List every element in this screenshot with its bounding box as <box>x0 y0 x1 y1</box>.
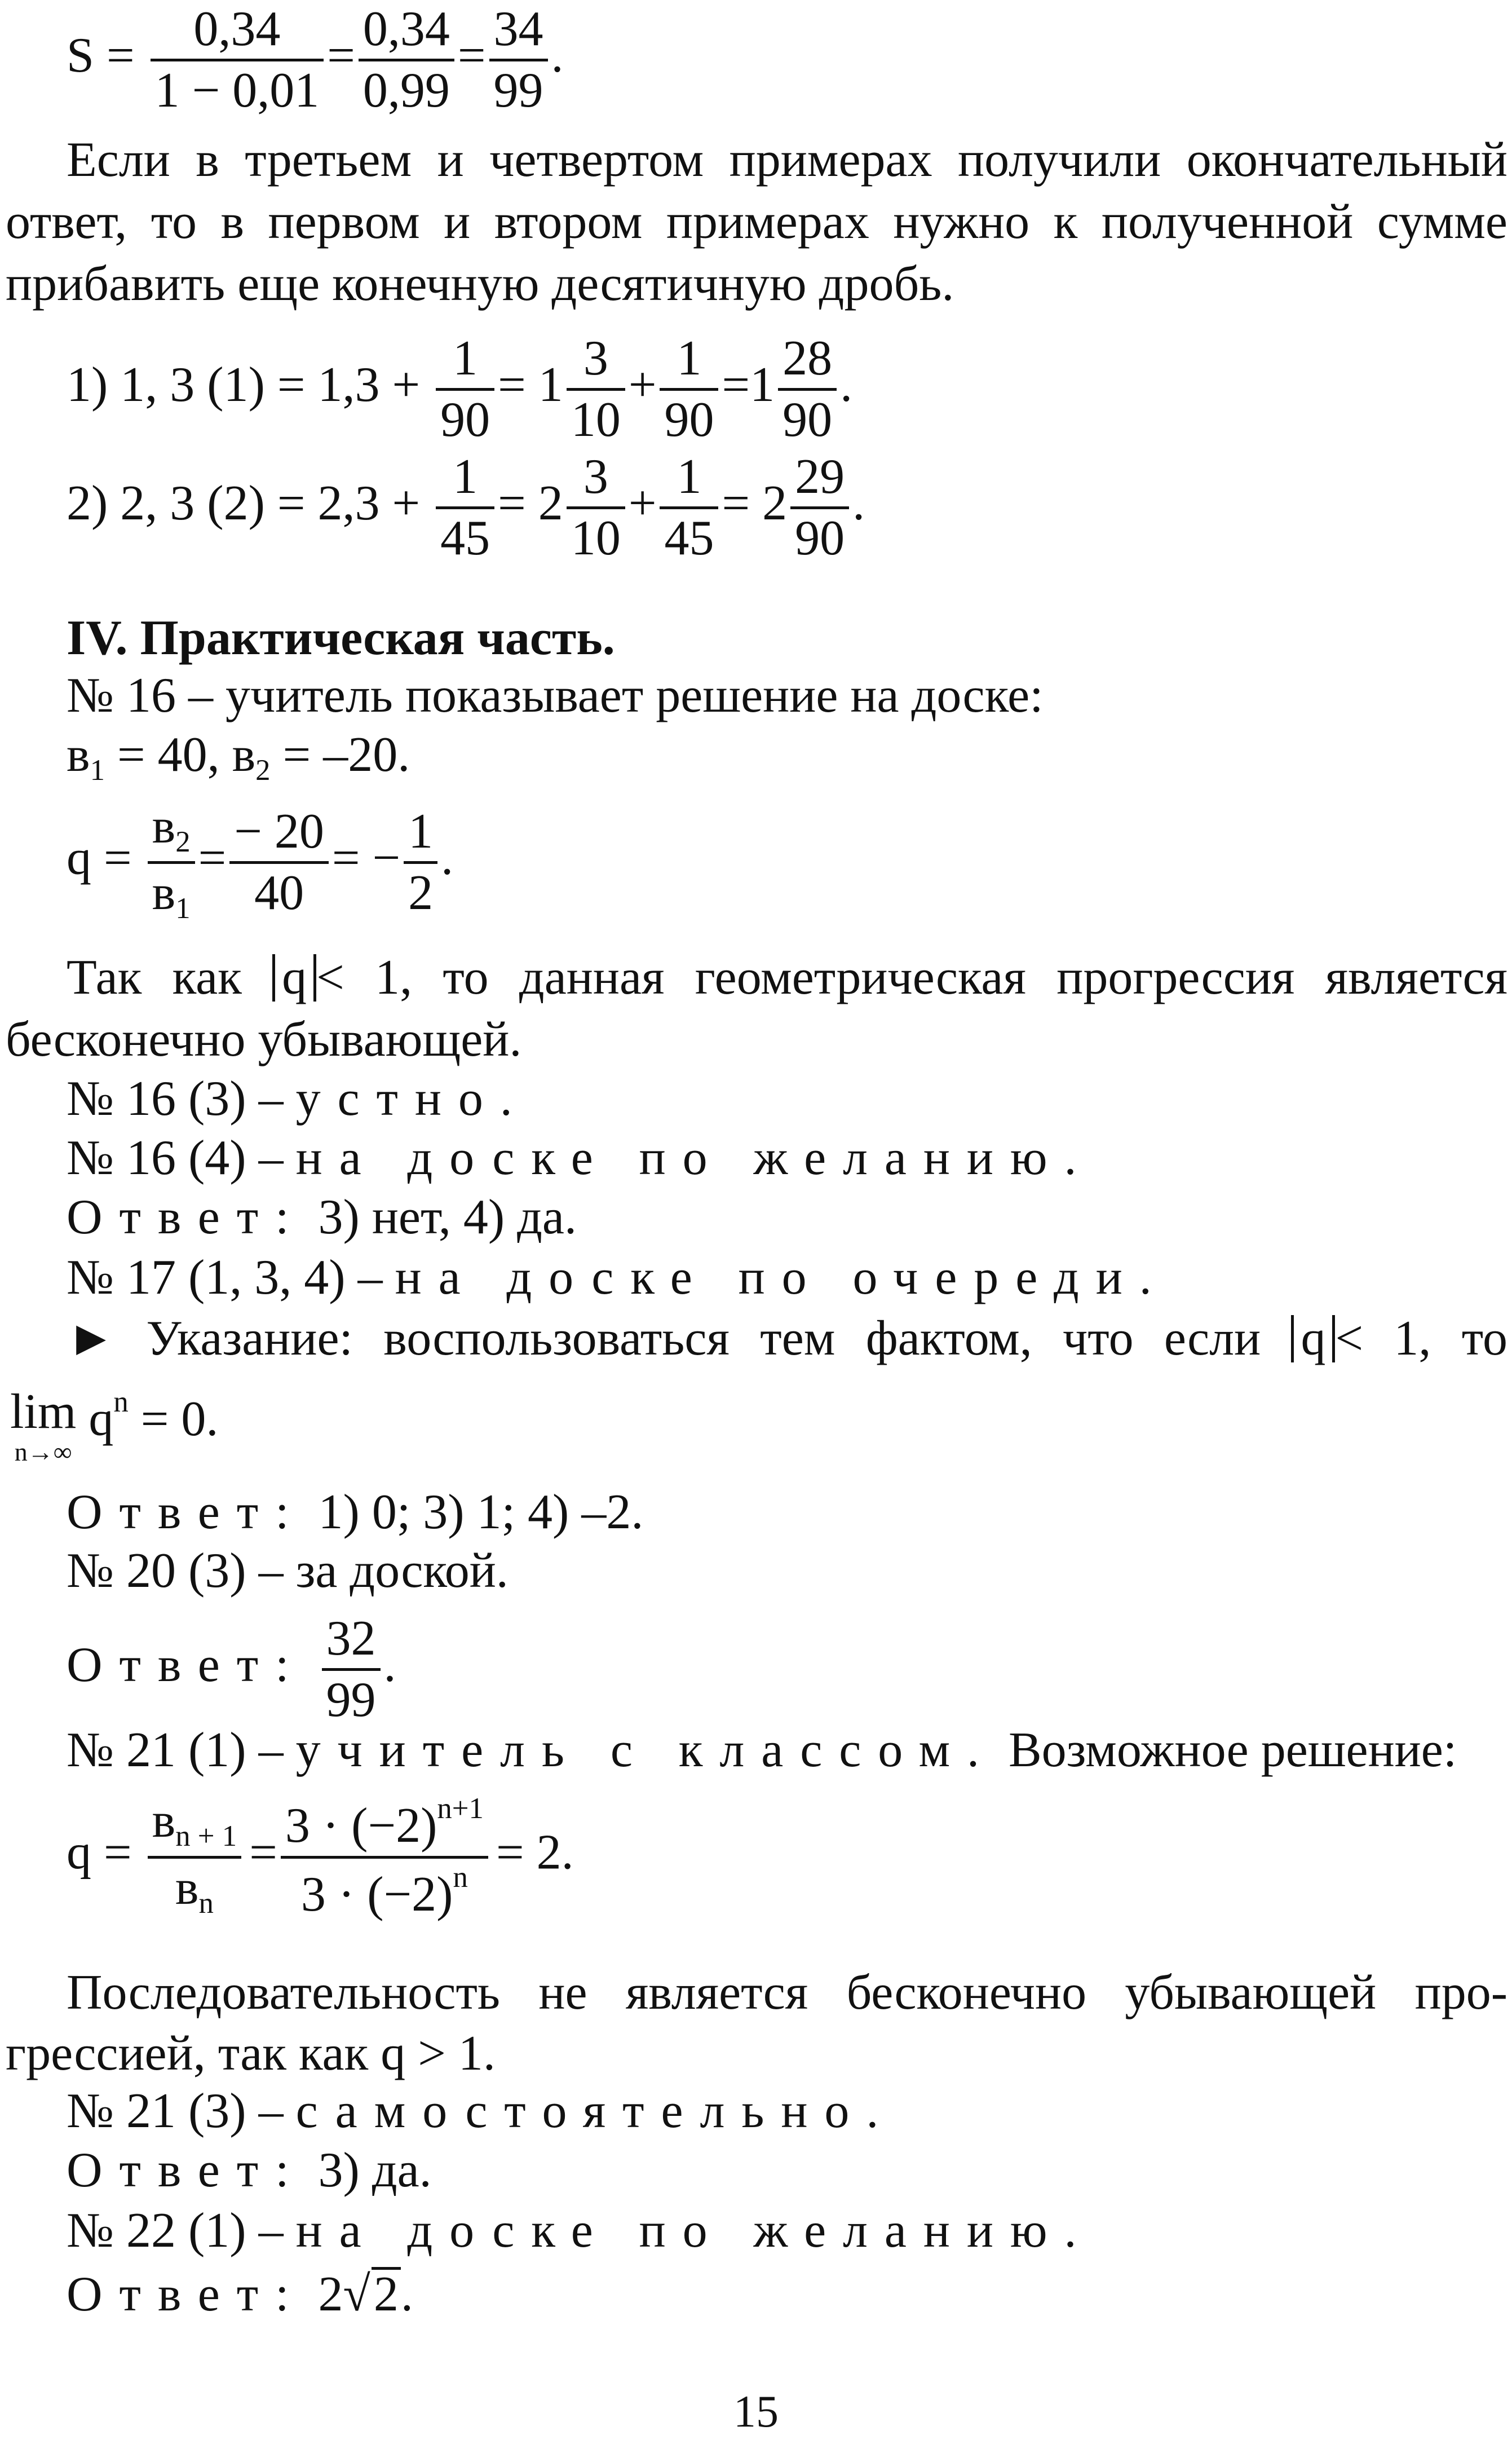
task-line: № 16 (4) – на доске по желанию. <box>67 1131 1094 1185</box>
answer-line: Ответ: 3) да. <box>67 2143 432 2198</box>
fraction: $\frac{0,34}{0,99}$ <box>359 3 454 117</box>
paragraph-line: прибавить еще конечную десятичную дробь. <box>6 257 954 311</box>
formula-q21: q = $\frac{в_{n + 1}}{в_n}$ = $\frac{3 \cdot (-2)^{n+1}}{3 \cdot (-2)^n}$ = 2. <box>67 1792 574 1922</box>
paragraph-line: ответ, то в первом и втором примерах нужно к полученной сумме <box>6 195 1507 249</box>
answer-line: Ответ: 3) нет, 4) да. <box>67 1190 577 1245</box>
page-number: 15 <box>733 2387 779 2437</box>
answer-line: Ответ: 2√2. <box>67 2267 413 2322</box>
text-line: $в_1 = 40$, $в_2 = -20$. <box>67 727 410 787</box>
formula-q: q = $\frac{в_2}{в_1}$ = $\frac{- 20}{40}$ = − $\frac{1}{2}$ . <box>67 799 454 925</box>
task-line: № 20 (3) – за доской. <box>67 1543 509 1598</box>
task-line: № 21 (3) – самостоятельно. <box>67 2084 896 2138</box>
answer-line: Ответ: 1) 0; 3) 1; 4) –2. <box>67 1485 644 1540</box>
text-line: бесконечно убывающей. <box>6 1012 522 1067</box>
limit-formula: lim n→∞ $q^n = 0$. <box>10 1384 219 1466</box>
paragraph-line: Последовательность не является бесконечно убывающей про- <box>67 1965 1507 2020</box>
hint-line: ► Указание: воспользоваться тем фактом, что если q < 1, то <box>67 1311 1507 1366</box>
example-2: 2) 2, 3 (2) = 2,3 + $\frac{1}{45}$ = 2 $\frac{3}{10}$ + $\frac{1}{45}$ = 2 $\frac{29}{90}$ . <box>67 449 865 566</box>
paragraph-line: грессией, так как q > 1. <box>6 2026 496 2081</box>
task-line: № 16 (3) – устно. <box>67 1071 529 1126</box>
example-1: 1) 1, 3 (1) = 1,3 + $\frac{1}{90}$ = 1 $\frac{3}{10}$ + $\frac{1}{90}$ =1 $\frac{28}{90}$ . <box>67 331 853 448</box>
text-line: Так как q < 1, то данная геометрическая прогрессия является <box>67 950 1508 1005</box>
fraction: $\frac{0,34}{1 - 0,01}$ <box>151 3 324 117</box>
section-heading: IV. Практическая часть. <box>67 611 615 665</box>
task-line: № 22 (1) – на доске по желанию. <box>67 2203 1094 2258</box>
paragraph-line: Если в третьем и четвертом примерах получили окончательный <box>67 133 1507 187</box>
formula-s: S = $\frac{0,34}{1 - 0,01}$ = $\frac{0,34}{0,99}$ = $\frac{34}{99}$ . <box>67 2 564 118</box>
task-line: № 21 (1) – учитель с классом. Возможное решение: <box>67 1723 1457 1777</box>
answer-line: Ответ: $\frac{32}{99}$ . <box>67 1611 396 1728</box>
task-line: № 17 (1, 3, 4) – на доске по очереди. <box>67 1250 1169 1305</box>
text-line: № 16 – учитель показывает решение на доске: <box>67 668 1044 723</box>
fraction: $\frac{34}{99}$ <box>489 3 548 117</box>
